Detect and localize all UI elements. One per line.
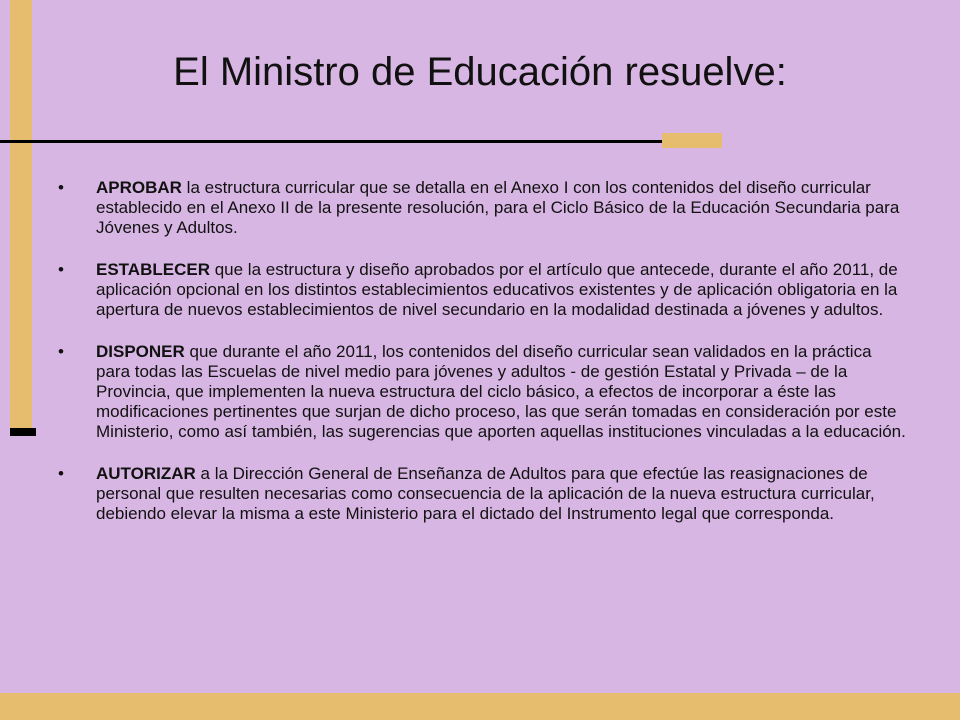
item-keyword: APROBAR xyxy=(96,178,182,197)
list-item-autorizar xyxy=(58,464,908,524)
item-text: que la estructura y diseño aprobados por el artículo que antecede, durante el año 2011, de aplicación opcional en los distintos establecimientos educativos existentes y de aplicación obligatoria en la apertura de nuevos establecimientos de nivel secundario en la modalidad destinada a jóvenes y adultos. xyxy=(96,260,898,319)
item-keyword: DISPONER xyxy=(96,342,185,361)
item-keyword: ESTABLECER xyxy=(96,260,210,279)
item-text: a la Dirección General de Enseñanza de Adultos para que efectúe las reasignaciones de personal que resulten necesarias como consecuencia de la aplicación de la nueva estructura curricular, debiendo elevar la misma a este Ministerio para el dictado del Instrumento legal que corresponda. xyxy=(96,464,875,523)
bullet-icon: • xyxy=(58,260,64,279)
item-keyword: AUTORIZAR xyxy=(96,464,196,483)
left-accent-tick xyxy=(10,428,36,436)
title-divider-line xyxy=(0,140,664,143)
item-text: que durante el año 2011, los contenidos del diseño curricular sean validados en la práctica para todas las Escuelas de nivel medio para jóvenes y adultos - de gestión Estatal y Privada – de la Provincia, que implementen la nueva estructura del ciclo básico, a efectos de incorporar a éste las modificaciones pertinentes que surjan de dicho proceso, las que serán tomadas en consideración por este Ministerio, como así también, las sugerencias que aporten aquellas instituciones vinculadas a la educación. xyxy=(96,342,906,441)
slide-title: El Ministro de Educación resuelve: xyxy=(173,50,787,94)
resolution-list xyxy=(58,178,908,546)
list-item-aprobar xyxy=(58,178,908,238)
bullet-icon: • xyxy=(58,178,64,197)
bullet-icon: • xyxy=(58,342,64,361)
bullet-icon: • xyxy=(58,464,64,483)
list-item-establecer xyxy=(58,260,908,320)
list-item-disponer xyxy=(58,342,908,442)
item-text: la estructura curricular que se detalla en el Anexo I con los contenidos del diseño curricular establecido en el Anexo II de la presente resolución, para el Ciclo Básico de la Educación Secundaria para Jóvenes y Adultos. xyxy=(96,178,900,237)
title-divider-accent xyxy=(662,133,722,148)
bottom-accent-bar xyxy=(0,693,960,720)
